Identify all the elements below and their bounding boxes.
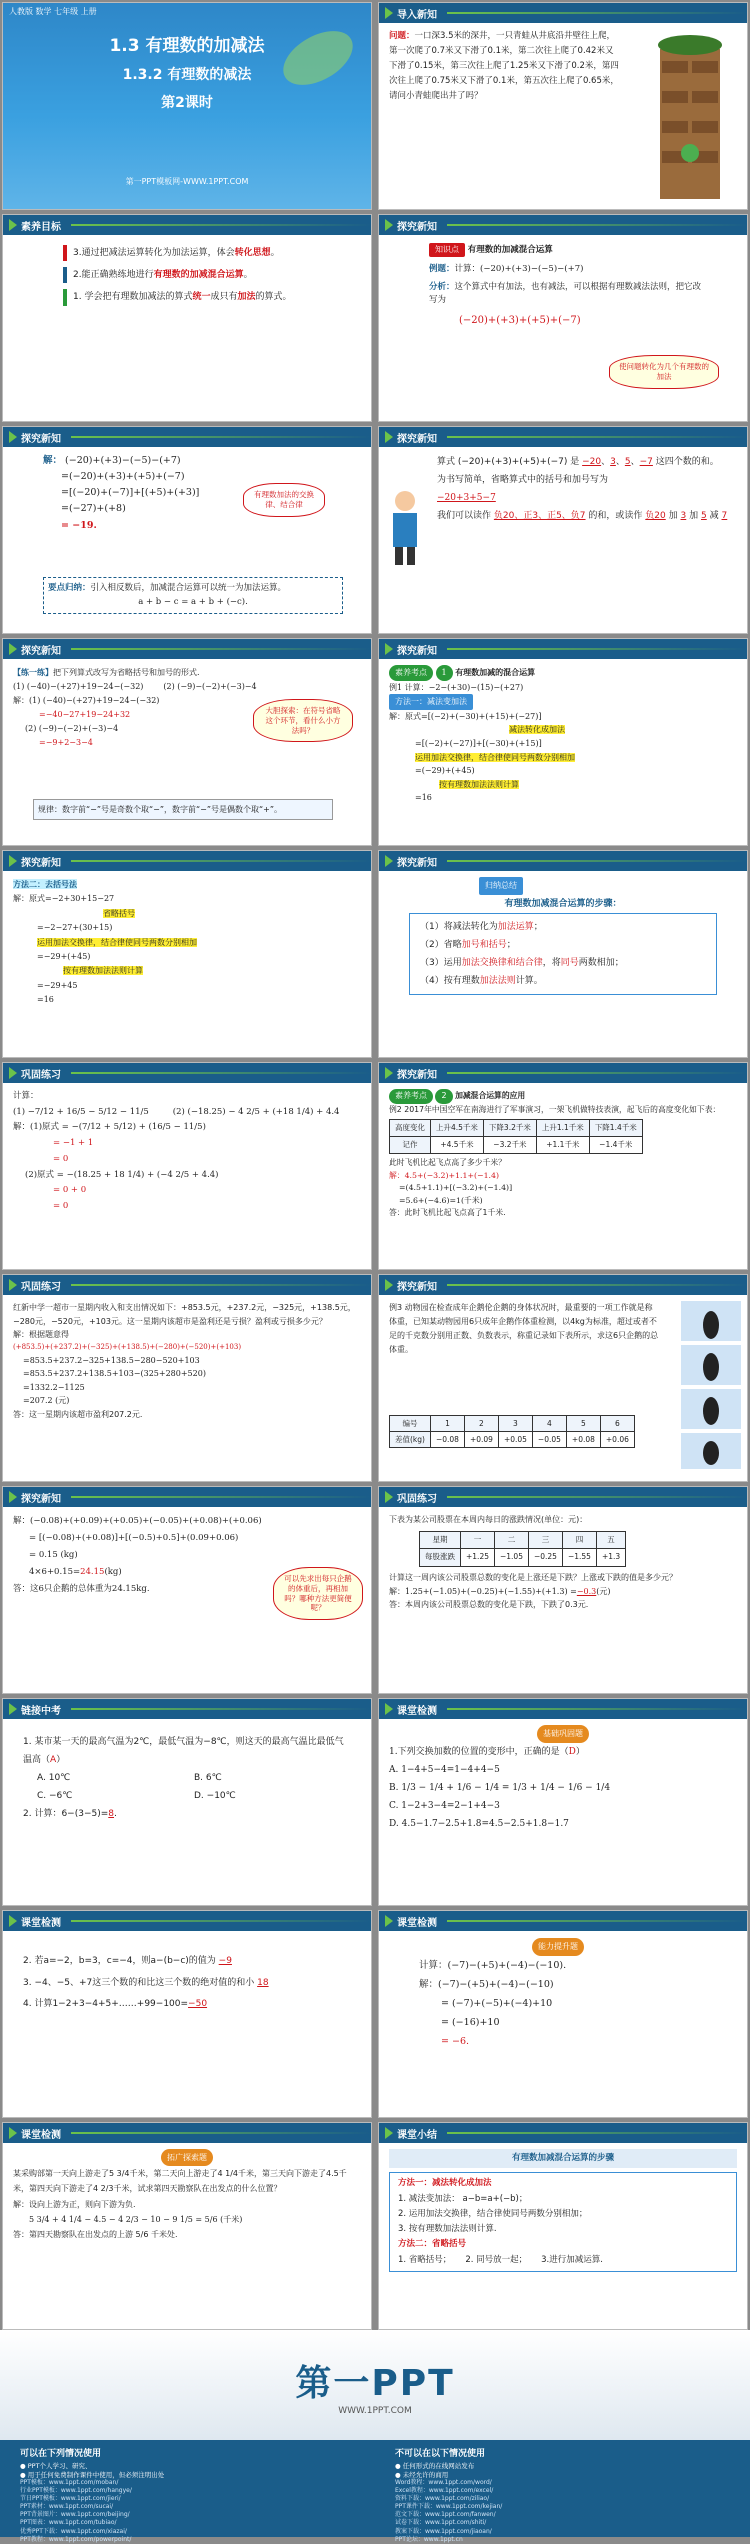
slide-header: 课堂小结 [379, 2123, 747, 2143]
table-cell: 四 [562, 1531, 596, 1549]
table-cell: +0.08 [566, 1432, 600, 1448]
footer-link[interactable]: 资料下载：www.1ppt.com/ziliao/ [395, 2495, 490, 2503]
teacher-figure-icon [385, 487, 425, 567]
arrow-icon [9, 1279, 17, 1291]
slide-header: 课堂检测 [379, 1699, 747, 1719]
arrow-icon [9, 219, 17, 231]
slide-header: 探究新知 [379, 427, 747, 447]
slide-knowledge: 探究新知 知识点 有理数的加减混合运算 例题：计算：(−20)+(+3)−(−5)−(+7) 分析：这个算式中有加法，也有减法，可以根据有理数减法法则，把它改写为 (−20)+(+3)+(+5)+(−7) 使问题转化为几个有理数的加法 [378, 214, 748, 422]
answer-1b: =−40−27+19−24+32 [39, 710, 131, 719]
arrow-icon [385, 1703, 393, 1715]
lesson-period: 第2课时 [161, 95, 213, 111]
step-3: =[(−20)+(−7)]+[(+5)+(+3)] [61, 487, 200, 499]
slide-header: 课堂检测 [3, 1911, 371, 1931]
question-2: (2) (−9)−(−2)+(−3)−4 [163, 682, 257, 691]
slide-header: 链接中考 [3, 1699, 371, 1719]
table-cell: −0.08 [430, 1432, 464, 1448]
course-label: 人教版 数学 七年级 上册 [9, 6, 97, 16]
step-4: =(−27)+(+8) [61, 503, 126, 515]
table-cell: 5 [566, 1416, 600, 1432]
table-cell: −3.2千米 [483, 1137, 536, 1154]
answer-2b: =−9+2−3−4 [39, 738, 93, 747]
arrow-icon [9, 1915, 17, 1927]
table-cell: +4.5千米 [431, 1137, 484, 1154]
slide-header: 探究新知 [379, 639, 747, 659]
site-label: 第一PPT模板网-WWW.1PPT.COM [125, 177, 249, 186]
arrow-icon [385, 1067, 393, 1079]
arrow-icon [385, 643, 393, 655]
choice-option: A. 10℃ [37, 1773, 71, 1783]
footer-link[interactable]: PPT背景图片：www.1ppt.com/beijing/ [20, 2511, 130, 2519]
table-cell: 2 [464, 1416, 498, 1432]
rewritten-expr: (−20)+(+3)+(+5)+(−7) [459, 314, 581, 326]
goal-1: 1. 学会把有理数加减法的算式统一成只有加法的算式。 [63, 289, 351, 305]
question-1: (1) (−40)−(+27)+19−24−(−32) [13, 682, 144, 691]
arrow-icon [9, 1703, 17, 1715]
arrow-icon [9, 1491, 17, 1503]
slide-check-4: 课堂检测 拓广探索题 某采购部第一天向上游走了5 3/4千米，第二天向上游走了4 1/4千米，第三天向下游走了4.5千米，第四天向下游走了4 2/3千米，试求第四天勘察队在出发点的什么位置？ 解：设向上游为正，则向下游为负. 5 3/4 + 4 1/4 − 4.5 − 4 2/3 − 10 − 9 1/5 = 5/6 (千米) 答：第四天勘察队在出发点的上游 5/6 千米处. [2, 2122, 372, 2330]
table-cell: −0.05 [532, 1432, 566, 1448]
knowledge-title: 有理数的加减混合运算 [467, 245, 553, 255]
slide-header: 课堂检测 [379, 1911, 747, 1931]
slide-header: 探究新知 [379, 851, 747, 871]
step-1: (−20)+(+3)−(−5)−(+7) [65, 455, 181, 466]
problem-label: 问题： [389, 31, 415, 41]
well-frog-image-icon [642, 31, 737, 203]
altitude-table [389, 1119, 643, 1154]
choice-option: D. −10℃ [194, 1791, 236, 1801]
footer-link[interactable]: 行业PPT模板：www.1ppt.com/hangye/ [20, 2487, 132, 2495]
slide-check-3: 课堂检测 能力提升题 计算：(−7)−(+5)+(−4)−(−10). 解：(−7)−(+5)+(−4)−(−10) = (−7)+(−5)+(−4)+10 = (−16)+10 = −6. [378, 1910, 748, 2118]
table-cell: 下降3.2千米 [483, 1120, 536, 1137]
choice-option: B. 6℃ [194, 1773, 222, 1783]
penguin-table [389, 1415, 635, 1448]
footer-url: WWW.1PPT.COM [338, 2405, 412, 2416]
arrow-icon [9, 855, 17, 867]
table-cell: +0.09 [464, 1432, 498, 1448]
formula: a + b − c = a + b + (−c). [138, 596, 248, 607]
slide-example-3: 探究新知 例3 动物园在检查成年企鹅伦企鹅的身体状况时，最重要的一项工作就是称体重，已知某动物园用6只成年企鹅作体重检测，以4kg为标准，超过或者不足的千克数分别用正数、负数表示，称重记录如下表所示，求这6只企鹅的总体重。 编号 1 2 3 4 5 6 差值(kg) −0.08 +0.09 +0.05 −0.05 +0.08 +0.06 [378, 1274, 748, 1482]
table-cell: 二 [494, 1531, 528, 1549]
footer-link[interactable]: 优秀PPT下载：www.1ppt.com/xiazai/ [20, 2527, 127, 2535]
method-1-label: 方法一：减法变加法 [389, 694, 473, 710]
slide-consolidate-2: 巩固练习 红新中学一超市一星期内收入和支出情况如下：+853.5元，+237.2元，−325元，+138.5元，−280元，−520元，+103元。这一星期内该超市是盈利还是亏损？盈利或亏损多少元？ 解：根据题意得 (+853.5)+(+237.2)+(−325)+(+138.5)+(−280)+(−520)+(+103) =853.5+237.2−325+138.5−280−520+103 =853.5+237.2+138.5+103−(325+280+520) =1332.2−1125 =207.2 (元) 答：这一星期内该超市盈利207.2元. [2, 1274, 372, 1482]
slide-header: 探究新知 [379, 215, 747, 235]
table-cell: 上升1.1千米 [536, 1120, 589, 1137]
slide-consolidate-1: 巩固练习 计算： (1) −7/12 + 16/5 − 5/12 − 11/5 (2) (−18.25) − 4 2/5 + (+18 1/4) + 4.4 解：(1)原式 = −(7/12 + 5/12) + (16/5 − 11/5) = −1 + 1 = 0 (2)原式 = −(18.25 + 18 1/4) + (−4 2/5 + 4.4) = 0 + 0 = 0 [2, 1062, 372, 1270]
slide-header: 探究新知 [379, 1275, 747, 1295]
footer-link[interactable]: 节日PPT模板：www.1ppt.com/jieri/ [20, 2495, 121, 2503]
table-cell: +0.06 [600, 1432, 634, 1448]
footer-link[interactable]: 范文下载：www.1ppt.com/fanwen/ [395, 2511, 496, 2519]
leaf-decoration-icon [273, 13, 363, 103]
arrow-icon [385, 1491, 393, 1503]
table-cell: 记作 [390, 1137, 431, 1154]
table-cell: 3 [498, 1416, 532, 1432]
hint-bubble: 使问题转化为几个有理数的加法 [609, 355, 719, 389]
example-expr: 计算：(−20)+(+3)−(−5)−(+7) [454, 264, 584, 275]
footer-link[interactable]: Word教程：www.1ppt.com/word/ [395, 2479, 492, 2486]
table-cell: 三 [528, 1531, 562, 1549]
slide-intro [378, 2, 748, 210]
lesson-subtitle: 1.3.2 有理数的减法 [122, 67, 252, 83]
arrow-icon [385, 855, 393, 867]
slide-header: 巩固练习 [3, 1275, 371, 1295]
slide-header: 探究新知 [3, 851, 371, 871]
slide-header: 巩固练习 [379, 1487, 747, 1507]
hint-bubble: 可以先求出每只企鹅的体重后，再相加吗？哪种方法更简便呢？ [273, 1567, 363, 1620]
table-cell: −0.25 [528, 1549, 562, 1567]
slide-consolidate-3: 巩固练习 下表为某公司股票在本周内每日的涨跌情况(单位：元)： 星期 一 二 三 四 五 每股涨跌 +1.25 −1.05 −0.25 −1.55 +1.3 计算这一周内该公司股票总数的变化是上涨还是下跌？上涨或下跌的值是多少元？ 解：1.25+(−1.05)+(−0.25)+(−1.55)+(+1.3) =−0.3(元) 答：本周内该公司股票总数的变化是下跌，下跌了0.3元. [378, 1486, 748, 1694]
arrow-icon [385, 2127, 393, 2139]
arrow-icon [9, 1067, 17, 1079]
arrow-icon [9, 431, 17, 443]
table-cell: −1.05 [494, 1549, 528, 1567]
table-cell: 4 [532, 1416, 566, 1432]
slide-example-1: 探究新知 素养考点 1 有理数加减的混合运算 例1 计算：−2−(+30)−(15)−(+27) 方法一：减法变加法 解：原式=[(−2)+(−30)+(+15)+(−27)] 减法转化成加法 =[(−2)+(−27)]+[(−30)+(+15)] 运用加法交换律，结合律使同号两数分别相加 =(−29)+(+45) 按有理数加法法则计算 =16 [378, 638, 748, 846]
hint-bubble: 有理数加法的交换律、结合律 [243, 483, 325, 517]
example-question: 例1 计算：−2−(+30)−(15)−(+27) [389, 682, 524, 692]
arrow-icon [385, 219, 393, 231]
table-cell: 一 [461, 1531, 495, 1549]
penguin-photos-icon [681, 1301, 741, 1471]
arrow-icon [9, 2127, 17, 2139]
choice-options [23, 1769, 351, 1805]
arrow-icon [385, 1915, 393, 1927]
table-cell: 差值(kg) [390, 1432, 431, 1448]
table-cell: +1.3 [596, 1549, 625, 1567]
step-2: =(−20)+(+3)+(+5)+(−7) [61, 471, 185, 483]
arrow-icon [9, 643, 17, 655]
slide-header: 课堂检测 [3, 2123, 371, 2143]
slide-check-1: 课堂检测 基础巩固题 1.下列交换加数的位置的变形中，正确的是（D） A. 1−4+5−4=1−4+4−5 B. 1/3 − 1/4 + 1/6 − 1/4 = 1/3 + 1/4 − 1/6 − 1/4 C. 1−2+3−4=2−1+4−3 D. 4.5−1.7−2.5+1.8=4.5−2.5+1.8−1.7 [378, 1698, 748, 1906]
table-cell: −1.55 [562, 1549, 596, 1567]
problem-text: 一口深3.5米的深井，一只青蛙从井底沿井壁往上爬，第一次爬了0.7米又下滑了0.1米，第二次往上爬了0.42米又下滑了0.15米，第三次往上爬了1.25米又下滑了0.2米，第四次往上爬了0.75米又下滑了0.1米，第五次往上爬了0.65米，请问小青蛙爬出井了吗？ [389, 31, 619, 101]
choice-option: C. −6℃ [37, 1791, 73, 1801]
slide-solution: 探究新知 解： (−20)+(+3)−(−5)−(+7) =(−20)+(+3)+(+5)+(−7) =[(−20)+(−7)]+[(+5)+(+3)] =(−27)+(+8) = −19. 有理数加法的交换律、结合律 要点归纳：引入相反数后，加减混合运算可以统一为加法运算。 a + b − c = a + b + (−c). [2, 426, 372, 634]
footer-links-left [20, 2479, 355, 2544]
slide-lesson-summary: 课堂小结 有理数加减混合运算的步骤 方法一：减法转化成加法 1. 减法变加法： a−b=a+(−b)； 2. 运用加法交换律，结合律使同号两数分别相加； 3. 按有理数加法法则计算. 方法二：省略括号 1. 省略括号； 2. 同号放一起； 3.进行加减运算. [378, 2122, 748, 2330]
footer-link[interactable]: 试卷下载：www.1ppt.com/shiti/ [395, 2519, 487, 2527]
advanced-badge: 能力提升题 [532, 1938, 584, 1956]
answer-1a: 解：(1) (−40)−(+27)+19−24−(−32) [13, 696, 160, 705]
slide-header: 探究新知 [3, 1487, 371, 1507]
table-cell: 下降1.4千米 [589, 1120, 642, 1137]
footer-links-right [395, 2479, 730, 2544]
answer-2a: (2) (−9)−(−2)+(−3)−4 [25, 724, 119, 733]
simplified-expr: −20+3+5−7 [437, 493, 496, 503]
slide-example-2: 探究新知 素养考点 2 加减混合运算的应用 例2 2017年中国空军在南海进行了军事演习，一架飞机做特技表演，起飞后的高度变化如下表： 高度变化 上升4.5千米 下降3.2千米 上升1.1千米 下降1.4千米 记作 +4.5千米 −3.2千米 +1.1千米 −1.4千米 此时飞机比起飞点高了多少千米？ 解：4.5+(−3.2)+1.1+(−1.4) =(4.5+1.1)+[(−3.2)+(−1.4)] =5.6+(−4.6)=1(千米) 答：此时飞机比起飞点高了1千米. [378, 1062, 748, 1270]
slide-header: 素养目标 [3, 215, 371, 235]
step-5: = −19. [61, 519, 97, 531]
hint-bubble: 大胆探索：在符号省略这个环节，看什么小方法吗？ [253, 699, 353, 742]
stock-table [419, 1531, 626, 1568]
summary-box: 要点归纳：引入相反数后，加减混合运算可以统一为加法运算。 a + b − c = a + b + (−c). [43, 577, 343, 614]
table-cell: 编号 [390, 1416, 431, 1432]
goal-3: 3.通过把减法运算转化为加法运算，体会转化思想。 [63, 245, 351, 261]
slide-practice: 探究新知 【练一练】把下列算式改写为省略括号和加号的形式. (1) (−40)−(+27)+19−24−(−32) (2) (−9)−(−2)+(−3)−4 解：(1) (−40)−(+27)+19−24−(−32) =−40−27+19−24+32 (2) (−9)−(−2)+(−3)−4 =−9+2−3−4 大胆探索：在符号省略这个环节，看什么小方法吗？ 规律：数字前“−”号是奇数个取“−”，数字前“−”号是偶数个取“+”。 [2, 638, 372, 846]
footer-link[interactable]: PPT素材：www.1ppt.com/sucai/ [20, 2503, 114, 2511]
arrow-icon [385, 7, 393, 19]
table-cell: 上升4.5千米 [431, 1120, 484, 1137]
table-cell: +1.1千米 [536, 1137, 589, 1154]
slide-exam-link: 链接中考 1. 某市某一天的最高气温为2℃，最低气温为−8℃，则这天的最高气温比最低气温高（A） A. 10℃ B. 6℃ C. −6℃ D. −10℃ 2. 计算：6−(3−5)=8. [2, 1698, 372, 1906]
slide-summary-steps: 探究新知 归纳总结 有理数加减混合运算的步骤： （1）将减法转化为加法运算； （2）省略加号和括号； （3）运用加法交换律和结合律，将同号两数相加； （4）按有理数加法法则计算。 [378, 850, 748, 1058]
table-cell: 星期 [420, 1531, 461, 1549]
table-cell: 6 [600, 1416, 634, 1432]
basic-badge: 基础巩固题 [537, 1725, 589, 1743]
arrow-icon [385, 1279, 393, 1291]
footer-link[interactable]: 教案下载：www.1ppt.com/jiaoan/ [395, 2527, 492, 2535]
table-cell: 1 [430, 1416, 464, 1432]
summary-badge: 归纳总结 [479, 877, 523, 895]
footer-logo: 第一PPT [295, 2362, 455, 2404]
footer-link[interactable]: PPT教程：www.1ppt.com/powerpoint/ [20, 2535, 132, 2543]
knowledge-tag: 知识点 [429, 243, 465, 257]
table-cell: 高度变化 [390, 1120, 431, 1137]
slide-example-3-solution: 探究新知 解：(−0.08)+(+0.09)+(+0.05)+(−0.05)+(+0.08)+(+0.06) = [(−0.08)+(+0.08)]+[(−0.5)+0.5]+(0.09+0.06) = 0.15 (kg) 4×6+0.15=24.15(kg) 答：这6只企鹅的总体重为24.15kg. 可以先求出每只企鹅的体重后，再相加吗？哪种方法更简便呢？ [2, 1486, 372, 1694]
footer-link[interactable]: PPT课件下载：www.1ppt.com/kejian/ [395, 2503, 503, 2511]
lesson-title: 1.3 有理数的加减法 [109, 36, 265, 56]
table-cell: 每股涨跌 [420, 1549, 461, 1567]
footer-link[interactable]: PPT图表：www.1ppt.com/tubiao/ [20, 2519, 117, 2527]
footer-link[interactable]: Excel教程：www.1ppt.com/excel/ [395, 2487, 494, 2495]
slide-example-1-method-2: 探究新知 方法二：去括号法 解：原式=−2+30+15−27 省略括号 =−2−27+(30+15) 运用加法交换律，结合律使同号两数分别相加 =−29+(+45) 按有理数加法法则计算 =−29+45 =16 [2, 850, 372, 1058]
analysis-text: 这个算式中有加法，也有减法，可以根据有理数减法法则，把它改写为 [429, 281, 702, 305]
rule-box: 规律：数字前“−”号是奇数个取“−”，数字前“−”号是偶数个取“+”。 [33, 799, 333, 820]
table-cell: +1.25 [461, 1549, 495, 1567]
slide-header: 探究新知 [379, 1063, 747, 1083]
slide-goals [2, 214, 372, 422]
footer-link[interactable]: PPT论坛：www.1ppt.cn [395, 2535, 463, 2543]
table-cell: −1.4千米 [589, 1137, 642, 1154]
method-2-label: 方法二：去括号法 [13, 879, 77, 889]
goal-2: 2.能正确熟练地进行有理数的加减混合运算。 [63, 267, 351, 283]
slide-header: 探究新知 [3, 639, 371, 659]
footer: 第一PPT WWW.1PPT.COM 可以在下列情况使用 ● PPT个人学习、研究、 ● 用于任何免费制作课件中使用，但必须注明出处 PPT模板：www.1ppt.com/moban/ 行业PPT模板：www.1ppt.com/hangye/ 节日PPT模板：www.1ppt.com/jieri/ PPT素材：www.1ppt.com/sucai/ PPT背景图片：www.1ppt.com/beijing/ PPT图表：www.1ppt.com/tubiao/ 优秀PPT下载：www.1ppt.com/xiazai/ PPT教程：www.1ppt.com/powerpoint/ 不可以在以下情况使用 ● 任何形式的在线网站发布 ● 未经允许的商用 Word教程：www.1ppt.com/word/ Excel教程：www.1ppt.com/excel/ 资料下载：www.1ppt.com/ziliao/ PPT课件下载：www.1ppt.com/kejian/ 范文下载：www.1ppt.com/fanwen/ 试卷下载：www.1ppt.com/shiti/ 教案下载：www.1ppt.com/jiaoan/ PPT论坛：www.1ppt.cn [0, 2330, 750, 2537]
footer-link[interactable]: PPT模板：www.1ppt.com/moban/ [20, 2479, 119, 2486]
slide-title [2, 2, 372, 210]
table-cell: 五 [596, 1531, 625, 1549]
slide-header: 探究新知 [3, 427, 371, 447]
arrow-icon [385, 431, 393, 443]
slide-header: 巩固练习 [3, 1063, 371, 1083]
table-cell: +0.05 [498, 1432, 532, 1448]
slide-reading: 探究新知 算式 (−20)+(+3)+(+5)+(−7) 是 −20、3、5、−7 这四个数的和。 为书写简单，省略算式中的括号和加号写为 −20+3+5−7 我们可以读作 负20、正3、正5、负7 的和，或读作 负20 加 3 加 5 减 7 [378, 426, 748, 634]
slide-check-2: 课堂检测 2. 若a=−2，b=3，c=−4，则a−(b−c)的值为 −9 3. −4、−5、+7这三个数的和比这三个数的绝对值的和小 18 4. 计算1−2+3−4+5+……+99−100=−50 [2, 1910, 372, 2118]
extension-badge: 拓广探索题 [161, 2149, 213, 2166]
slide-header: 导入新知 [379, 3, 747, 23]
